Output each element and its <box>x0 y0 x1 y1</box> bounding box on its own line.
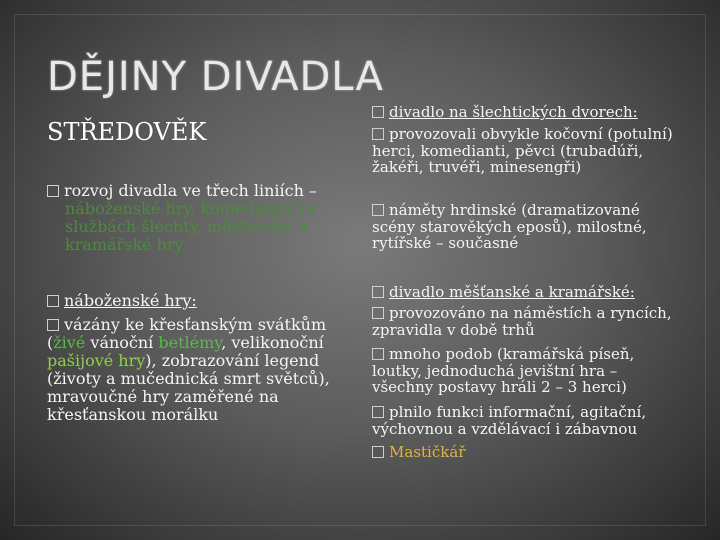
bullet-icon <box>372 204 384 216</box>
burgher-item-3-text: plnilo funkci informační, agitační, výchovnou a vzdělávací i zábavnou <box>372 403 647 438</box>
religious-text-4: ), zobrazování legend (životy a mučednická smrt světců), mravoučné hry zaměřené na křesťanskou morálku <box>47 351 330 424</box>
burgher-item-1-text: provozováno na náměstích a ryncích, zpravidla v době trhů <box>372 304 672 339</box>
bullet-icon <box>372 106 384 118</box>
bullet-icon <box>372 348 384 360</box>
burgher-item-2 <box>372 346 677 396</box>
bullet-icon <box>372 446 384 458</box>
intro-paragraph <box>47 182 337 254</box>
burgher-item-1 <box>372 305 677 338</box>
burgher-heading-text: divadlo měšťanské a kramářské: <box>389 283 635 301</box>
noble-item-2 <box>372 202 677 252</box>
religious-passion: pašijové hry <box>47 351 146 370</box>
religious-heading <box>47 292 337 310</box>
noble-item-1-text: provozovali obvykle kočovní (potulní) herci, komedianti, pěvci (trubadúři, žakéři, truvéři, minesengři) <box>372 125 673 176</box>
bullet-icon <box>372 307 384 319</box>
bullet-icon <box>47 185 59 197</box>
religious-live: živé <box>53 333 86 352</box>
bullet-icon <box>372 406 384 418</box>
religious-text-3: , velikonoční <box>221 333 324 352</box>
burgher-item-2-text: mnoho podob (kramářská píseň, loutky, jednoduchá jevištní hra – všechny postavy hráli 2 – 3 herci) <box>372 345 635 396</box>
bullet-icon <box>47 295 59 307</box>
religious-text-1: vázány ke křesťanským svátkům ( <box>47 315 327 352</box>
noble-item-1 <box>372 126 677 176</box>
slide-subtitle: STŘEDOVĚK <box>47 118 207 146</box>
bullet-icon <box>372 286 384 298</box>
religious-text-2: vánoční <box>85 333 159 352</box>
noble-heading <box>372 104 677 121</box>
burgher-heading <box>372 284 677 301</box>
burgher-item-4-text: Mastičkář <box>389 443 466 461</box>
religious-paragraph <box>47 316 337 424</box>
religious-nativity: betlémy <box>158 333 222 352</box>
burgher-item-4 <box>372 444 677 461</box>
religious-heading-text: náboženské hry: <box>64 291 197 310</box>
burgher-item-3 <box>372 404 677 437</box>
noble-heading-text: divadlo na šlechtických dvorech: <box>389 103 638 121</box>
slide-title: DĚJINY DIVADLA <box>47 54 384 100</box>
bullet-icon <box>372 128 384 140</box>
bullet-icon <box>47 319 59 331</box>
intro-hidden-text: náboženské hry, komedianti ve službách šlechty, měšťanské a kramářské hry <box>65 199 315 254</box>
intro-text: rozvoj divadla ve třech liniích – <box>64 181 317 200</box>
noble-item-2-text: náměty hrdinské (dramatizované scény starověkých eposů), milostné, rytířské – současné <box>372 201 647 252</box>
